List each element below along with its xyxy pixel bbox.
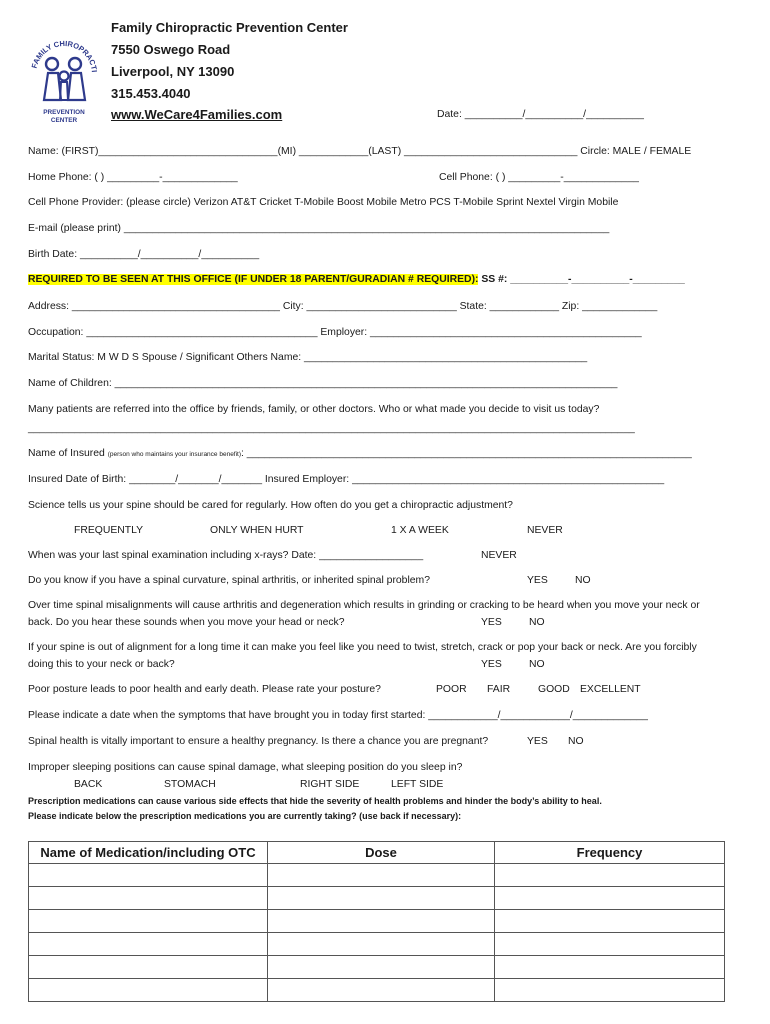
cell-phone-field[interactable]: Cell Phone: ( ) _________-_____________ — [439, 172, 639, 183]
children-field[interactable]: Name of Children: _______________________________________________________________________________________ — [28, 378, 618, 389]
clinic-website-link[interactable]: www.WeCare4Families.com — [111, 107, 283, 122]
last-exam-field[interactable]: When was your last spinal examination including x-rays? Date: __________________ — [28, 550, 424, 561]
dose-cell[interactable] — [268, 933, 495, 956]
pregnancy-yes-option[interactable]: YES — [527, 736, 548, 747]
clinic-name: Family Chiropractic Prevention Center — [111, 20, 348, 35]
svg-text:FAMILY CHIROPRACTIC: FAMILY CHIROPRACTI — [29, 38, 99, 73]
posture-question: Poor posture leads to poor health and early death. Please rate your posture? — [28, 684, 381, 695]
home-phone-field[interactable]: Home Phone: ( ) _________-_____________ — [28, 172, 238, 183]
sleep-option-back[interactable]: BACK — [74, 779, 103, 790]
medication-table-body — [29, 864, 725, 1002]
frequency-cell[interactable] — [495, 910, 725, 933]
curvature-question: Do you know if you have a spinal curvature, spinal arthritis, or inherited spinal problem? — [28, 575, 430, 586]
posture-option-good[interactable]: GOOD — [538, 684, 570, 695]
freq-option-only-when-hurt[interactable]: ONLY WHEN HURT — [210, 525, 304, 536]
freq-option-never[interactable]: NEVER — [527, 525, 563, 536]
clinic-phone: 315.453.4040 — [111, 86, 191, 101]
clinic-street: 7550 Oswego Road — [111, 42, 231, 57]
svg-text:PREVENTION: PREVENTION — [43, 109, 85, 116]
medication-cell[interactable] — [29, 933, 268, 956]
alignment-no-option[interactable]: NO — [529, 659, 545, 670]
table-row — [29, 956, 725, 979]
insured-name-field[interactable] — [28, 448, 692, 459]
required-notice: REQUIRED TO BE SEEN AT THIS OFFICE (IF UNDER 18 PARENT/GURADIAN # REQUIRED): — [28, 274, 479, 285]
medication-cell[interactable] — [29, 887, 268, 910]
pregnancy-no-option[interactable]: NO — [568, 736, 584, 747]
sleep-question: Improper sleeping positions can cause spinal damage, what sleeping position do you sleep in? — [28, 762, 463, 773]
col-header-medication: Name of Medication/including OTC — [29, 842, 268, 864]
medication-cell[interactable] — [29, 910, 268, 933]
dose-cell[interactable] — [268, 979, 495, 1002]
insured-note: (person who maintains your insurance benefit) — [107, 451, 242, 458]
sleep-option-stomach[interactable]: STOMACH — [164, 779, 216, 790]
sounds-yes-option[interactable]: YES — [481, 617, 502, 628]
dose-cell[interactable] — [268, 887, 495, 910]
frequency-cell[interactable] — [495, 887, 725, 910]
table-row — [29, 979, 725, 1002]
prescription-note-line1: Prescription medications can cause various side effects that hide the severity of health problems and hinder the body’s ability to heal. — [28, 796, 602, 806]
frequency-cell[interactable] — [495, 956, 725, 979]
table-row — [29, 910, 725, 933]
medication-table-header-row — [29, 842, 725, 864]
pregnancy-question: Spinal health is vitally important to ensure a healthy pregnancy. Is there a chance you are pregnant? — [28, 736, 489, 747]
freq-option-frequently[interactable]: FREQUENTLY — [74, 525, 144, 536]
name-field[interactable]: Name: (FIRST)_______________________________(MI) ____________(LAST) ______________________________ Circle: MALE / FEMALE — [28, 146, 692, 157]
insured-dob-field[interactable]: Insured Date of Birth: ________/_______/_______ Insured Employer: ______________________________________________________ — [28, 474, 665, 485]
dose-cell[interactable] — [268, 864, 495, 887]
freq-option-weekly[interactable]: 1 X A WEEK — [391, 525, 449, 536]
adjustment-question: Science tells us your spine should be cared for regularly. How often do you get a chiropractic adjustment? — [28, 500, 513, 511]
posture-option-fair[interactable]: FAIR — [487, 684, 511, 695]
medication-cell[interactable] — [29, 864, 268, 887]
frequency-cell[interactable] — [495, 979, 725, 1002]
sleep-option-right-side[interactable]: RIGHT SIDE — [300, 779, 360, 790]
posture-option-poor[interactable]: POOR — [436, 684, 467, 695]
last-exam-never-option[interactable]: NEVER — [481, 550, 517, 561]
insured-line: : _____________________________________________________________________________ — [241, 448, 692, 459]
occupation-field[interactable]: Occupation: ________________________________________ Employer: _______________________________________________ — [28, 327, 642, 338]
referral-answer-line[interactable]: _________________________________________________________________________________________________________ — [28, 423, 635, 434]
svg-text:CENTER: CENTER — [50, 117, 78, 124]
col-header-frequency: Frequency — [495, 842, 725, 864]
prescription-note-line2: Please indicate below the prescription medications you are currently taking? (use back if necessary): — [28, 811, 462, 821]
address-field[interactable]: Address: ____________________________________ City: __________________________ State: ____________ Zip: _____________ — [28, 301, 658, 312]
referral-question: Many patients are referred into the office by friends, family, or other doctors. Who or what made you decide to visit us today? — [28, 404, 600, 415]
alignment-question-line1: If your spine is out of alignment for a long time it can make you feel like you need to twist, stretch, crack or pop your back or neck. Are you forcibly — [28, 642, 697, 653]
col-header-dose: Dose — [268, 842, 495, 864]
sounds-question-line2: back. Do you hear these sounds when you move your head or neck? — [28, 617, 345, 628]
clinic-city: Liverpool, NY 13090 — [111, 64, 235, 79]
curvature-no-option[interactable]: NO — [575, 575, 591, 586]
sleep-option-left-side[interactable]: LEFT SIDE — [391, 779, 444, 790]
form-date-field[interactable]: Date: __________/__________/__________ — [437, 109, 644, 120]
alignment-question-line2: doing this to your neck or back? — [28, 659, 175, 670]
posture-option-excellent[interactable]: EXCELLENT — [580, 684, 641, 695]
dose-cell[interactable] — [268, 956, 495, 979]
clinic-logo — [28, 30, 100, 126]
symptoms-date-field[interactable]: Please indicate a date when the symptoms that have brought you in today first started: ____________/____________/_____________ — [28, 710, 648, 721]
frequency-cell[interactable] — [495, 933, 725, 956]
alignment-yes-option[interactable]: YES — [481, 659, 502, 670]
frequency-cell[interactable] — [495, 864, 725, 887]
insured-label: Name of Insured — [28, 448, 108, 459]
medication-cell[interactable] — [29, 956, 268, 979]
sounds-no-option[interactable]: NO — [529, 617, 545, 628]
email-field[interactable]: E-mail (please print) ____________________________________________________________________________________ — [28, 223, 610, 234]
cell-provider-field[interactable]: Cell Phone Provider: (please circle) Verizon AT&T Cricket T-Mobile Boost Mobile Metro PCS T-Mobile Sprint Nextel Virgin Mobile — [28, 197, 619, 208]
table-row — [29, 864, 725, 887]
curvature-yes-option[interactable]: YES — [527, 575, 548, 586]
medication-cell[interactable] — [29, 979, 268, 1002]
marital-status-field[interactable]: Marital Status: M W D S Spouse / Significant Others Name: _________________________________________________ — [28, 352, 588, 363]
dose-cell[interactable] — [268, 910, 495, 933]
birth-date-field[interactable]: Birth Date: __________/__________/__________ — [28, 249, 260, 260]
ss-field[interactable] — [28, 274, 685, 285]
table-row — [29, 933, 725, 956]
table-row — [29, 887, 725, 910]
ss-number-label: SS #: __________-__________-_________ — [478, 274, 685, 285]
medication-table — [28, 841, 725, 1002]
sounds-question-line1: Over time spinal misalignments will cause arthritis and degeneration which results in grinding or cracking to be heard when you move your neck or — [28, 600, 700, 611]
